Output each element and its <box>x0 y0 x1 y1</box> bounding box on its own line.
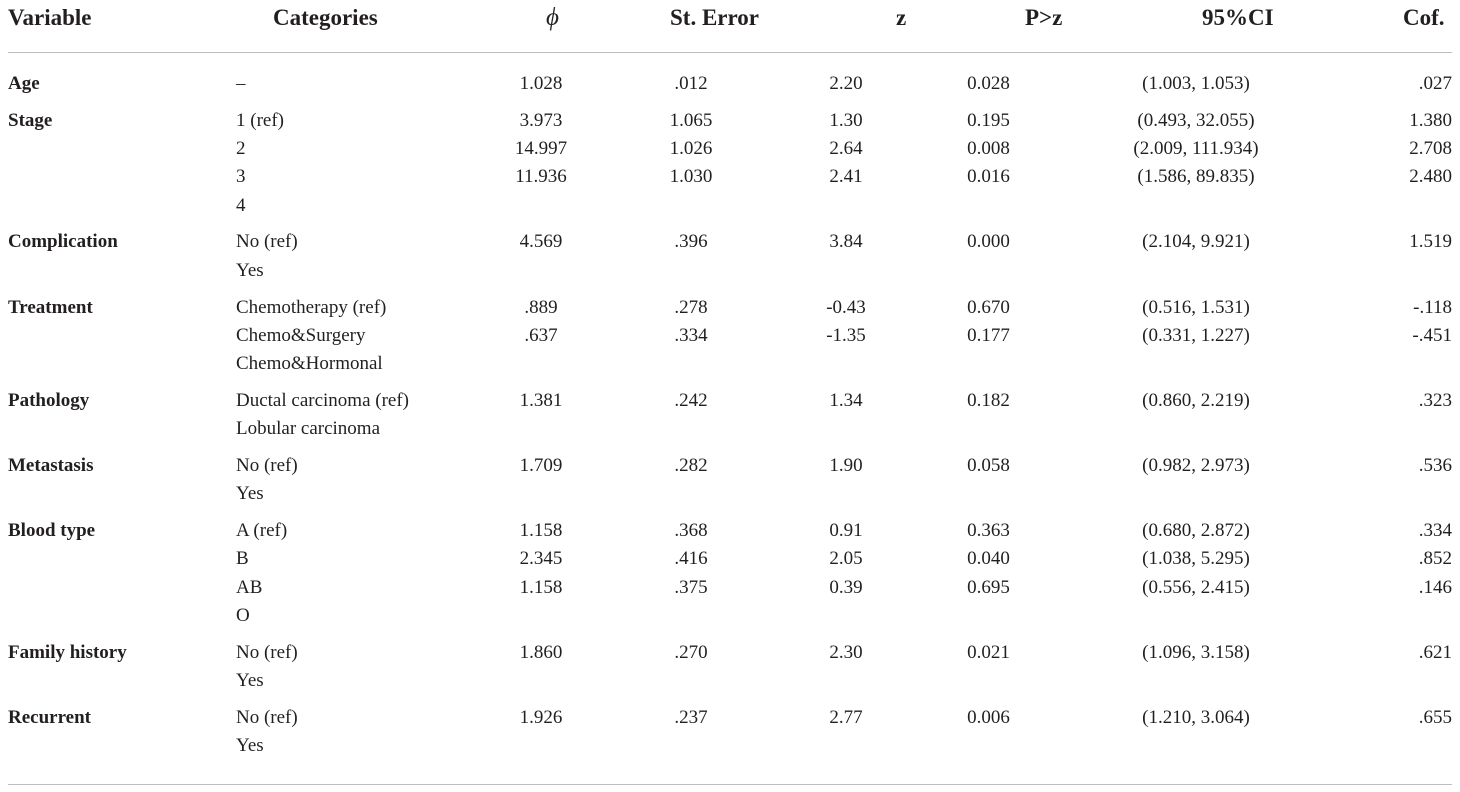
cell-phi: 1.709 <box>519 455 563 477</box>
cell-z: 0.91 2.05 0.39 <box>829 520 863 598</box>
header-st-error: St. Error <box>670 5 760 30</box>
header-z: z <box>896 5 907 30</box>
cell-cof: .027 <box>1418 73 1452 94</box>
cell-st-error: .368 .416 .375 <box>674 520 708 598</box>
cell-phi: 1.028 <box>519 73 563 94</box>
table-row <box>8 228 1452 293</box>
cell-variable: Treatment <box>8 296 93 318</box>
header-variable: Variable <box>8 5 92 30</box>
cell-p: 0.182 <box>967 389 1010 411</box>
table-row <box>8 387 1452 452</box>
cell-variable: Complication <box>8 231 118 253</box>
table-row <box>8 517 1452 639</box>
cell-z: 2.30 <box>829 641 863 663</box>
cell-categories: No (ref) Yes <box>236 231 298 281</box>
cell-categories: No (ref) Yes <box>236 641 298 692</box>
cell-st-error: .282 <box>674 455 708 477</box>
cell-cof: .655 <box>1418 706 1452 728</box>
cell-phi: .889 .637 <box>524 296 558 346</box>
cell-cof: .621 <box>1418 641 1452 663</box>
cell-categories: – <box>236 73 246 94</box>
cell-ci: (1.003, 1.053) <box>1142 73 1250 94</box>
cell-ci: (0.516, 1.531) (0.331, 1.227) <box>1142 296 1250 346</box>
header-categories: Categories <box>273 5 378 30</box>
cell-phi: 1.158 2.345 1.158 <box>519 520 563 598</box>
cell-variable: Blood type <box>8 520 96 542</box>
cell-ci: (0.680, 2.872) (1.038, 5.295) (0.556, 2.415) <box>1142 520 1250 598</box>
header-cof: Cof. <box>1403 5 1445 30</box>
cell-st-error: 1.065 1.026 1.030 <box>669 109 713 188</box>
cell-variable: Family history <box>8 641 127 663</box>
cell-categories: A (ref) B AB O <box>236 520 288 627</box>
cell-categories: No (ref) Yes <box>236 455 298 505</box>
cell-variable: Pathology <box>8 389 90 411</box>
table-row <box>8 704 1452 769</box>
cell-categories: Ductal carcinoma (ref) Lobular carcinoma <box>236 389 410 440</box>
cell-categories: 1 (ref) 2 3 4 <box>236 109 284 216</box>
cell-st-error: .278 .334 <box>674 296 708 346</box>
cell-variable: Age <box>8 73 40 94</box>
table-row <box>8 70 1452 107</box>
cell-phi: 1.860 <box>519 641 563 663</box>
cell-phi: 4.569 <box>519 231 563 253</box>
data-table <box>8 70 1452 769</box>
cell-ci: (0.860, 2.219) <box>1142 389 1250 411</box>
cell-cof: .536 <box>1418 455 1452 477</box>
cell-st-error: .012 <box>674 73 708 94</box>
table-row <box>8 639 1452 704</box>
cell-categories: No (ref) Yes <box>236 706 298 757</box>
cell-z: 2.77 <box>829 706 863 728</box>
cell-variable: Recurrent <box>8 706 92 728</box>
cell-cof: 1.380 2.708 2.480 <box>1409 109 1452 188</box>
cell-p: 0.195 0.008 0.016 <box>967 109 1010 188</box>
cell-ci: (0.493, 32.055) (2.009, 111.934) (1.586, 89.835) <box>1133 109 1259 188</box>
cell-z: 3.84 <box>829 231 863 253</box>
cell-z: 1.90 <box>829 455 863 477</box>
cell-p: 0.028 <box>967 73 1010 94</box>
cell-phi: 1.926 <box>519 706 563 728</box>
table-row <box>8 107 1452 229</box>
cell-ci: (0.982, 2.973) <box>1142 455 1250 477</box>
cell-st-error: .270 <box>674 641 708 663</box>
cell-p: 0.006 <box>967 706 1010 728</box>
header-phi: ϕ <box>546 4 559 31</box>
header-rule <box>8 52 1452 53</box>
cell-ci: (2.104, 9.921) <box>1142 231 1250 253</box>
cell-ci: (1.210, 3.064) <box>1142 706 1250 728</box>
cell-z: -0.43 -1.35 <box>826 296 866 346</box>
cell-p: 0.000 <box>967 231 1010 253</box>
cell-z: 2.20 <box>829 73 863 94</box>
header-p: P>z <box>1025 5 1063 30</box>
cell-cof: -.118 -.451 <box>1412 296 1452 346</box>
cell-phi: 3.973 14.997 11.936 <box>514 109 568 188</box>
cell-p: 0.058 <box>967 455 1010 477</box>
cell-cof: .334 .852 .146 <box>1418 520 1452 598</box>
cell-st-error: .237 <box>674 706 708 728</box>
cell-variable: Stage <box>8 109 53 131</box>
header-ci: 95%CI <box>1202 5 1274 30</box>
cell-variable: Metastasis <box>8 455 94 477</box>
cell-categories: Chemotherapy (ref) Chemo&Surgery Chemo&Hormonal <box>236 296 387 375</box>
cell-p: 0.363 0.040 0.695 <box>967 520 1010 598</box>
table-row <box>8 452 1452 517</box>
cell-ci: (1.096, 3.158) <box>1142 641 1250 663</box>
cell-phi: 1.381 <box>519 389 563 411</box>
cell-z: 1.34 <box>829 389 863 411</box>
cell-cof: 1.519 <box>1409 231 1452 253</box>
table-row <box>8 294 1452 387</box>
cell-st-error: .396 <box>674 231 708 253</box>
cell-st-error: .242 <box>674 389 708 411</box>
cell-z: 1.30 2.64 2.41 <box>829 109 863 188</box>
cell-p: 0.670 0.177 <box>967 296 1010 346</box>
footer-rule <box>8 784 1452 785</box>
cell-p: 0.021 <box>967 641 1010 663</box>
cell-cof: .323 <box>1418 389 1452 411</box>
